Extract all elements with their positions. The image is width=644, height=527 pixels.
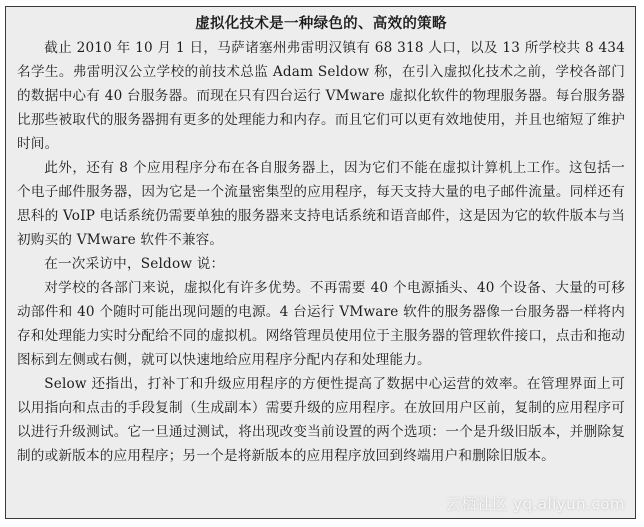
- paragraph-5: Selow 还指出，打补丁和升级应用程序的方便性提高了数据中心运营的效率。在管理界面上可以用指向和点击的手段复制（生成副本）需要升级的应用程序。在放回用户区前，复制的应用程序可以进行升级测试。它一旦通过测试，将出现改变当前设置的两个选项：一个是升级旧版本，并删除复制的或新版本的应用程序；另一个是将新版本的应用程序放回到终端用户和删除旧版本。: [17, 376, 625, 464]
- watermark-logo: 云栖社区 yq.aliyun.com: [445, 495, 625, 513]
- paragraph-1: 截止 2010 年 10 月 1 日，马萨诸塞州弗雷明汉镇有 68 318 人口，以及 13 所学校共 8 434 名学生。弗雷明汉公立学校的前技术总监 Adam Seldow 称，在引入虚拟化技术之前，学校各部门的数据中心有 40 台服务器。而现在只有四台运行 VMware 虚拟化软件的物理服务器。每台服务器比那些被取代的服务器拥有更多的处理能力和内存。而且它们可以更有效地使用，并且也缩短了维护时间。: [17, 40, 625, 152]
- paragraph-3: 在一次采访中，Seldow 说：: [44, 256, 225, 272]
- paragraph-4: 对学校的各部门来说，虚拟化有许多优势。不再需要 40 个电源插头、40 个设备、大量的可移动部件和 40 个随时可能出现问题的电源。4 台运行 VMware 软件的服务器像一台服务器一样将内存和处理能力实时分配给不同的虚拟机。网络管理员使用位于主服务器的管理软件接口，点击和拖动图标到左侧或右侧，就可以快速地给应用程序分配内存和处理能力。: [17, 280, 625, 368]
- box-title: 虚拟化技术是一种绿色的、高效的策略: [195, 16, 447, 32]
- sidebar-box: [5, 6, 636, 519]
- paragraph-2: 此外，还有 8 个应用程序分布在各自服务器上，因为它们不能在虚拟计算机上工作。这包括一个电子邮件服务器，因为它是一个流量密集型的应用程序，每天支持大量的电子邮件流量。同样还有思科的 VoIP 电话系统仍需要单独的服务器来支持电话系统和语音邮件，这是因为它的软件版本与当初购买的 VMware 软件不兼容。: [17, 160, 625, 248]
